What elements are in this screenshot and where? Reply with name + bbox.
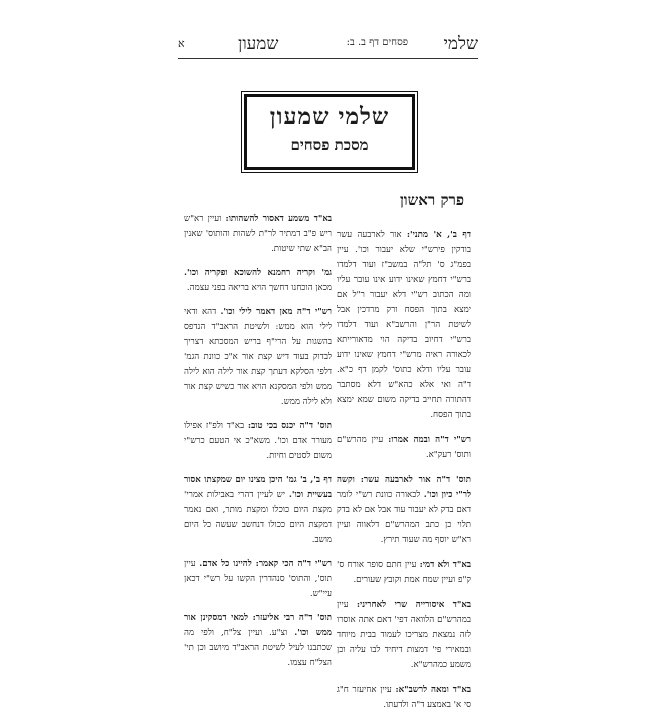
- paragraph-text: לכאורה כוונת רש"י לומר דאם בדק לא יעבור עוד אבל אם לא בדק תלוי כן כתב המהרש"ם דלאווה ועיין רא"ש יוסף מה שעוד תירץ.: [337, 490, 471, 545]
- paragraph-text: דהא ודאי לילי הוא ממש: ולשיטת הראב"ד הנדפס בהשגות על הרי"ף בריש המסכתא דצריך לבדוק בעוד דיש קצת אור א"כ כוונת הגמ' דלפי הסלקא דעתך קצת אור לילה הוא לילה ממש ולפי המסקנא הויא אור כשיש קצת אור ולא לילה ממש.: [184, 307, 332, 407]
- paragraph: [184, 419, 332, 464]
- paragraph-text: מכאן הוכחנו דחשך הויא בריאה בפני עצמה.: [186, 283, 332, 293]
- paragraph-lead: רש"י ד"ה ובמה אמרו:: [388, 435, 471, 445]
- running-header: [178, 34, 478, 54]
- paragraph-lead: בא"ד ומאה לרשב"א:: [395, 685, 471, 695]
- book-title: שלמי שמעון: [269, 103, 390, 130]
- paragraph-text: עיין חתם סופר אורח ס' ק"פ ועיין שמח אמת וקובץ שעורים.: [337, 560, 471, 585]
- left-column: [184, 212, 332, 680]
- paragraph-text: ועיין רא"ש ריש פ"ב דמתיר לר"ת לשהות והותוס' שאנין הב"א שתי שיטות.: [184, 214, 332, 254]
- paragraph-text: אור לארבעה עשר בודקין פירש"י שלא יעבור וכו'. עיין בפמ"ג ס' תל"ה במשב"ז ועוד דלמדו ברש"י דחמץ שאינו ידוע אינו עובר עליו ומה הכתוב רש"י דלא יעבור ר"ל אם ימצא בתוך הפסח ורק מרדכין אבל לשיטת הר"ן והרשב"א ועוד דלמדו ברש"י דחיוב בדיקה הוי מדאורייתא לכאורה ראיה מרש"י דחמץ שאינו ידוע עובר עליו ודלא כתוס' לקמן דף כ"א. ד"ה ואי אלא כהא"ש דלא מסתבר דהתורה תחייב בדיקה משום שמא ימצא בתוך הפסח.: [337, 230, 471, 420]
- paragraph: [184, 305, 332, 410]
- paragraph-text: עיין במהרש"ם הלוואה דפי' דאם אתה אוסרו לזה נמצאת מצריכו לעמוד בבית מיוחד ובמאירי פי' דמצות דיחיד לבו עליה וכן משמע כמהרש"א.: [337, 600, 471, 670]
- header-reference: פסחים דף ב. ב:: [346, 37, 408, 48]
- paragraph-lead: בא"ד איסורייה שרי לאחריני:: [356, 600, 472, 610]
- tractate-title: מסכת פסחים: [290, 136, 369, 154]
- chapter-title: פרק ראשון: [399, 191, 464, 209]
- paragraph-lead: תוס' ד"ה אור לארבעה עשר: וקשה לר"י כיון וכו'.: [337, 475, 471, 500]
- paragraph-text: עיין מהרש"ם ותוס' רעק"א.: [337, 435, 471, 460]
- paragraph-text: וצ"ע. ועיין צל"ח, ולפי מה שכתבנו לעיל לשיטת הראב"ד מיושב וכן תי' הצל"ח עצמו.: [184, 628, 332, 668]
- paragraph: [184, 611, 332, 671]
- paragraph-lead: דף ב', ב' גמ' היכן מצינו יום שמקצתו אסור בעשיית וכו'.: [184, 475, 332, 500]
- paragraph-text: עיין אחיעזר ח"ג סי א' באמצע ד"ה ולדעתו.: [337, 685, 471, 710]
- header-title: שלמי: [443, 34, 478, 54]
- paragraph: [184, 557, 332, 602]
- paragraph: [184, 212, 332, 257]
- paragraph: [337, 683, 471, 713]
- paragraph-lead: תוס' ד"ה רבי אליעזר: למאי דמסקינן אור ממש וכו'.: [184, 613, 332, 638]
- paragraph: [184, 266, 332, 296]
- paragraph: [337, 228, 471, 423]
- header-book-name: שמעון: [238, 34, 279, 54]
- paragraph: [337, 473, 471, 548]
- paragraph-text: עיין תוס', והתוס' סנהדרין הקשו על רש"י דכאן עיי"ש.: [184, 559, 332, 599]
- paragraph: [337, 433, 471, 463]
- paragraph-lead: תוס' ד"ה יכנס בכי טוב:: [247, 421, 332, 431]
- paragraph-text: בא"ד ולפ"ז אפילו מעורר אדם וכו'. משא"כ אי הטעם כרש"י משום לסטים וחיות.: [184, 421, 332, 461]
- paragraph-lead: בא"ד משמע דאסור להשהותו:: [225, 214, 332, 224]
- paragraph-lead: רש"י ד"ה הכי קאמר: להיינו כל אדם.: [199, 559, 332, 569]
- paragraph-lead: בא"ד ולא דמי:: [419, 560, 471, 570]
- paragraph: [184, 473, 332, 548]
- paragraph-lead: גמ' וקריה רחמנא להשוכא ופקריה וכו'.: [184, 268, 332, 278]
- paragraph-lead: רש"י ד"ה מאן דאמר לילי וכו'.: [220, 307, 332, 317]
- header-rule: [178, 58, 478, 59]
- right-column: [337, 228, 471, 723]
- title-box: [244, 94, 415, 170]
- paragraph: [337, 598, 471, 673]
- paragraph: [337, 558, 471, 588]
- paragraph-lead: דף ב', א' מתני':: [406, 230, 471, 240]
- page-number: א: [178, 37, 185, 50]
- paragraph-text: יש לעיין דהרי באבילות אמרי' מקצת היום כוכלו ומקצת מותר, ואם נאמר דמקצת היום ככולו דנחשב שעשה כל היום מושב.: [184, 490, 332, 545]
